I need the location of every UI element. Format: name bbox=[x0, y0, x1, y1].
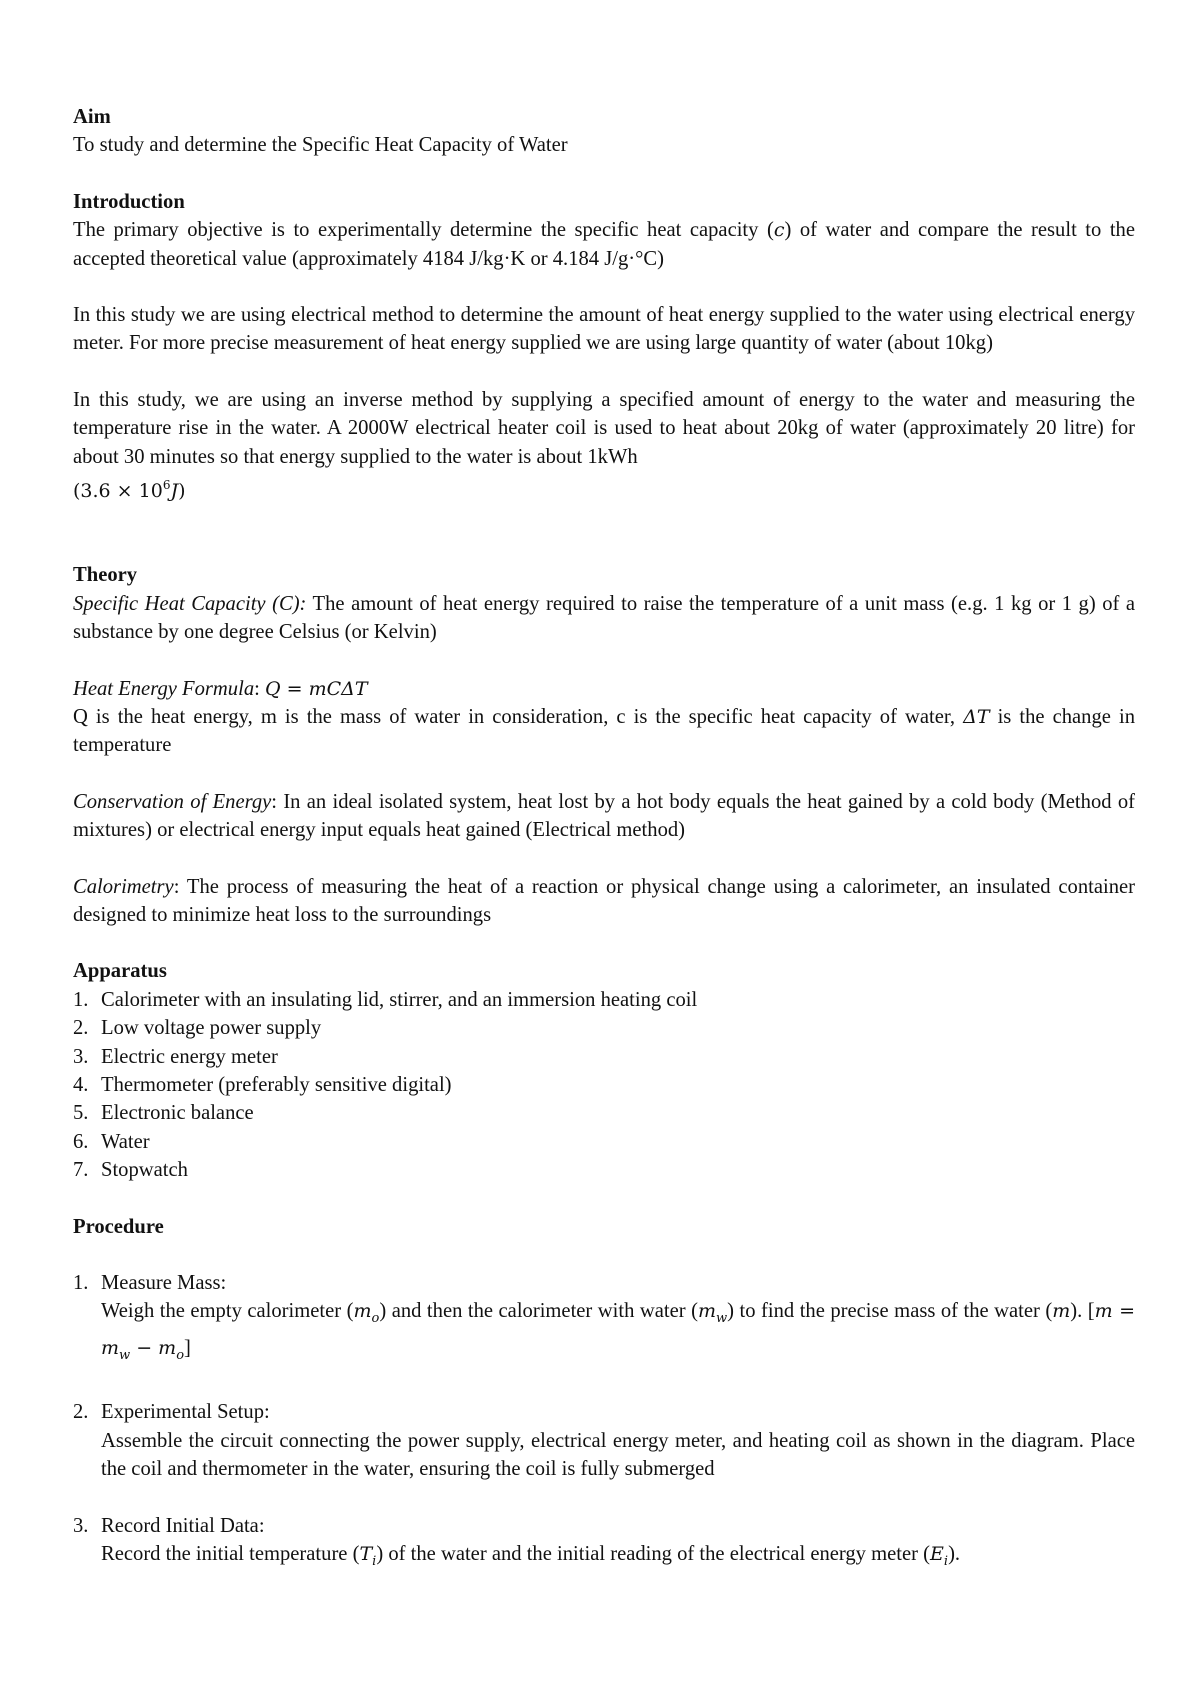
theory-heat-energy-description: Q is the heat energy, m is the mass of water in consideration, c is the specific heat capacity of water, ΔT is the change in temperature bbox=[73, 705, 1135, 757]
step-title: Record Initial Data: bbox=[101, 1514, 265, 1537]
list-item: 5. Electronic balance bbox=[73, 1102, 254, 1125]
aim-text: To study and determine the Specific Heat Capacity of Water bbox=[73, 134, 568, 157]
list-item: 1. Calorimeter with an insulating lid, stirrer, and an immersion heating coil bbox=[73, 988, 698, 1011]
theory-specific-heat-capacity: Specific Heat Capacity (C): The amount of heat energy required to raise the temperature of a unit mass (e.g. 1 kg or 1 g) of a substance by one degree Celsius (or Kelvin) bbox=[73, 592, 1135, 644]
step-title: Experimental Setup: bbox=[101, 1401, 270, 1424]
list-item: 6. Water bbox=[73, 1130, 150, 1153]
procedure-heading: Procedure bbox=[73, 1215, 164, 1238]
list-item: 2. Low voltage power supply bbox=[73, 1017, 322, 1040]
introduction-heading: Introduction bbox=[73, 190, 185, 213]
procedure-step-experimental-setup: 2. Experimental Setup: Assemble the circuit connecting the power supply, electrical energy meter, and heating coil as shown in the diagram. Place the coil and thermometer in the water, ensuring the coil is fully submerged bbox=[73, 1398, 1135, 1483]
apparatus-heading: Apparatus bbox=[73, 960, 167, 983]
step-text: Record the initial temperature $(T_i)$ of the water and the initial reading of the electrical energy meter $(E_i)$. bbox=[101, 1543, 961, 1570]
introduction-paragraph-1: The primary objective is to experimentally determine the specific heat capacity (c) of water and compare the result to the accepted theoretical value (approximately 4184 J/kg·K or 4.184 J/g·°C) bbox=[73, 219, 1135, 270]
theory-heading: Theory bbox=[73, 564, 138, 587]
aim-heading: Aim bbox=[73, 106, 111, 128]
procedure-step-measure-mass: 1. Measure Mass: Weigh the empty calorimeter $(m_o)$ and then the calorimeter with water $(m_w)$ to find the precise mass of the water (m). $[m = m_w - m_o]$ bbox=[73, 1269, 1135, 1370]
introduction-paragraph-2: In this study we are using electrical method to determine the amount of heat energy supplied to the water using electrical energy meter. For more precise measurement of heat energy supplied we are using large quantity of water (about 10kg) bbox=[73, 304, 1135, 355]
introduction-paragraph-3: In this study, we are using an inverse method by supplying a specified amount of energy to the water and measuring the temperature rise in the water. A 2000W electrical heater coil is used to heat about 20kg of water (approximately 20 litre) for about 30 minutes so that energy supplied to the water is about 1kWh $(3.6 \times 10^6J)$ bbox=[73, 388, 1135, 502]
list-item: 4. Thermometer (preferably sensitive digital) bbox=[73, 1074, 452, 1097]
step-text: Assemble the circuit connecting the power supply, electrical energy meter, and heating coil as shown in the diagram. Place the coil and thermometer in the water, ensuring the coil is fully submerged bbox=[101, 1429, 1135, 1481]
theory-calorimetry: Calorimetry: The process of measuring the heat of a reaction or physical change using a calorimeter, an insulated container designed to minimize heat loss to the surroundings bbox=[73, 875, 1135, 926]
procedure-list bbox=[73, 1269, 1135, 1577]
step-text: Weigh the empty calorimeter $(m_o)$ and then the calorimeter with water $(m_w)$ to find the precise mass of the water (m). $[m = m_w - m_o]$ bbox=[101, 1300, 1136, 1364]
procedure-step-record-initial-data: 3. Record Initial Data: Record the initial temperature $(T_i)$ of the water and the initial reading of the electrical energy meter $(E_i)$. bbox=[73, 1512, 1135, 1577]
theory-heat-energy-formula: Heat Energy Formula: Q = mCΔT bbox=[73, 677, 368, 700]
document-content bbox=[73, 103, 1135, 1577]
theory-conservation-of-energy: Conservation of Energy: In an ideal isolated system, heat lost by a hot body equals the heat gained by a cold body (Method of mixtures) or electrical energy input equals heat gained (Electrical method) bbox=[73, 790, 1135, 842]
step-title: Measure Mass: bbox=[101, 1272, 227, 1295]
list-item: 7. Stopwatch bbox=[73, 1159, 188, 1182]
apparatus-list bbox=[73, 986, 1135, 1185]
list-item: 3. Electric energy meter bbox=[73, 1045, 278, 1068]
